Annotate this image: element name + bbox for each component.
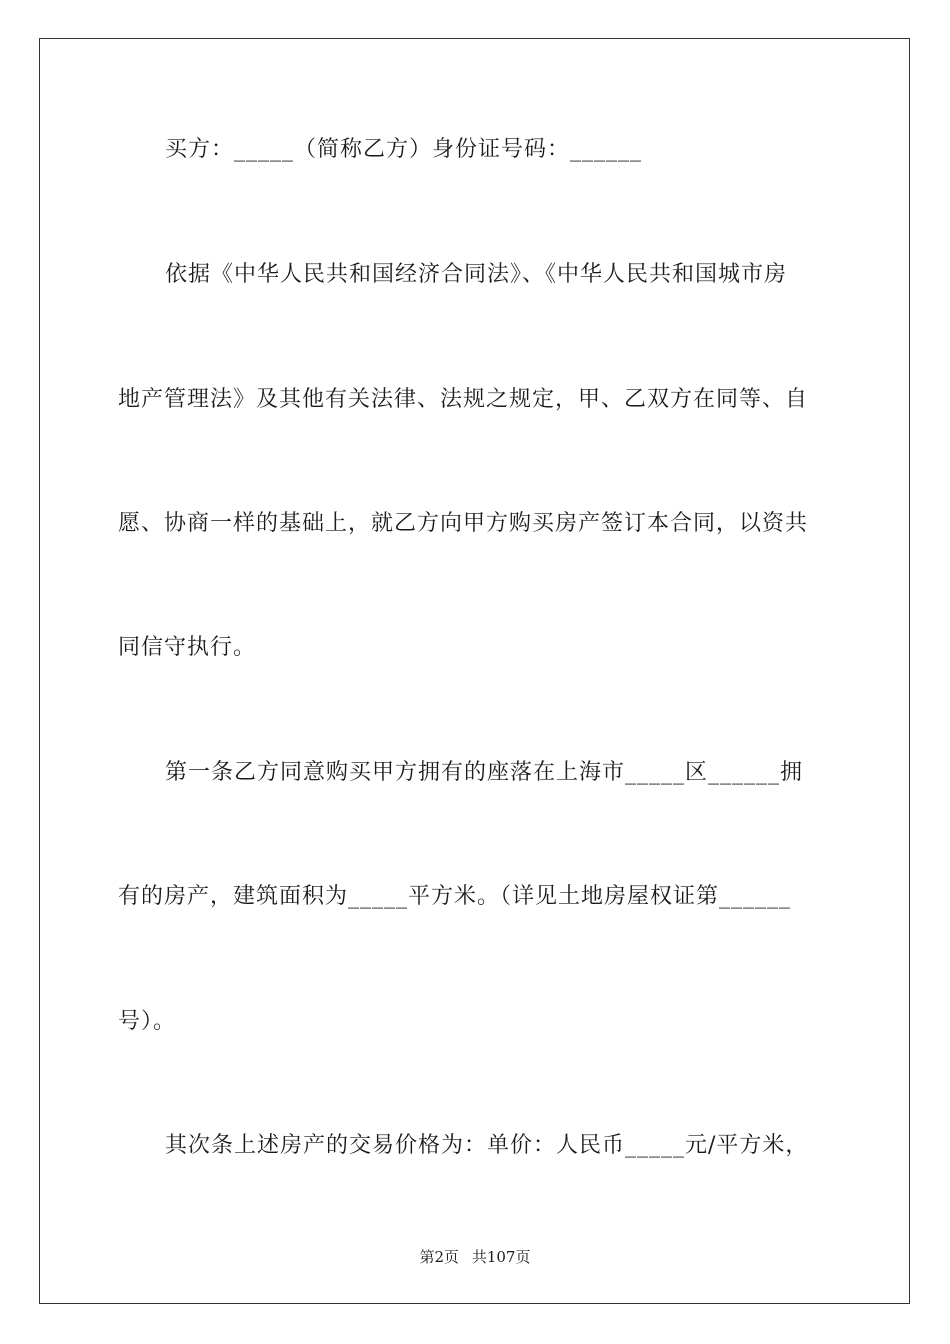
paragraph-line: 依据《中华人民共和国经济合同法》、《中华人民共和国城市房 (165, 262, 788, 287)
page-footer (0, 1246, 950, 1267)
paragraph-line: 同信守执行。 (118, 635, 257, 660)
paragraph-line: 号）。 (118, 1009, 177, 1034)
paragraph-line: 愿、协商一样的基础上，就乙方向甲方购买房产签订本合同，以资共 (118, 511, 809, 536)
total-pages: 共107页 (471, 1248, 531, 1266)
paragraph-line: 有的房产，建筑面积为_____平方米。（详见土地房屋权证第______ (118, 884, 792, 909)
article-1-line: 第一条乙方同意购买甲方拥有的座落在上海市_____区______拥 (165, 760, 804, 785)
article-2-line: 其次条上述房产的交易价格为：单价：人民币_____元/平方米， (165, 1133, 809, 1158)
page-border (39, 38, 910, 1304)
paragraph-line: 地产管理法》及其他有关法律、法规之规定，甲、乙双方在同等、自 (118, 387, 809, 412)
buyer-line: 买方：_____（简称乙方）身份证号码：______ (165, 137, 643, 162)
page-number: 第2页 (419, 1248, 460, 1266)
